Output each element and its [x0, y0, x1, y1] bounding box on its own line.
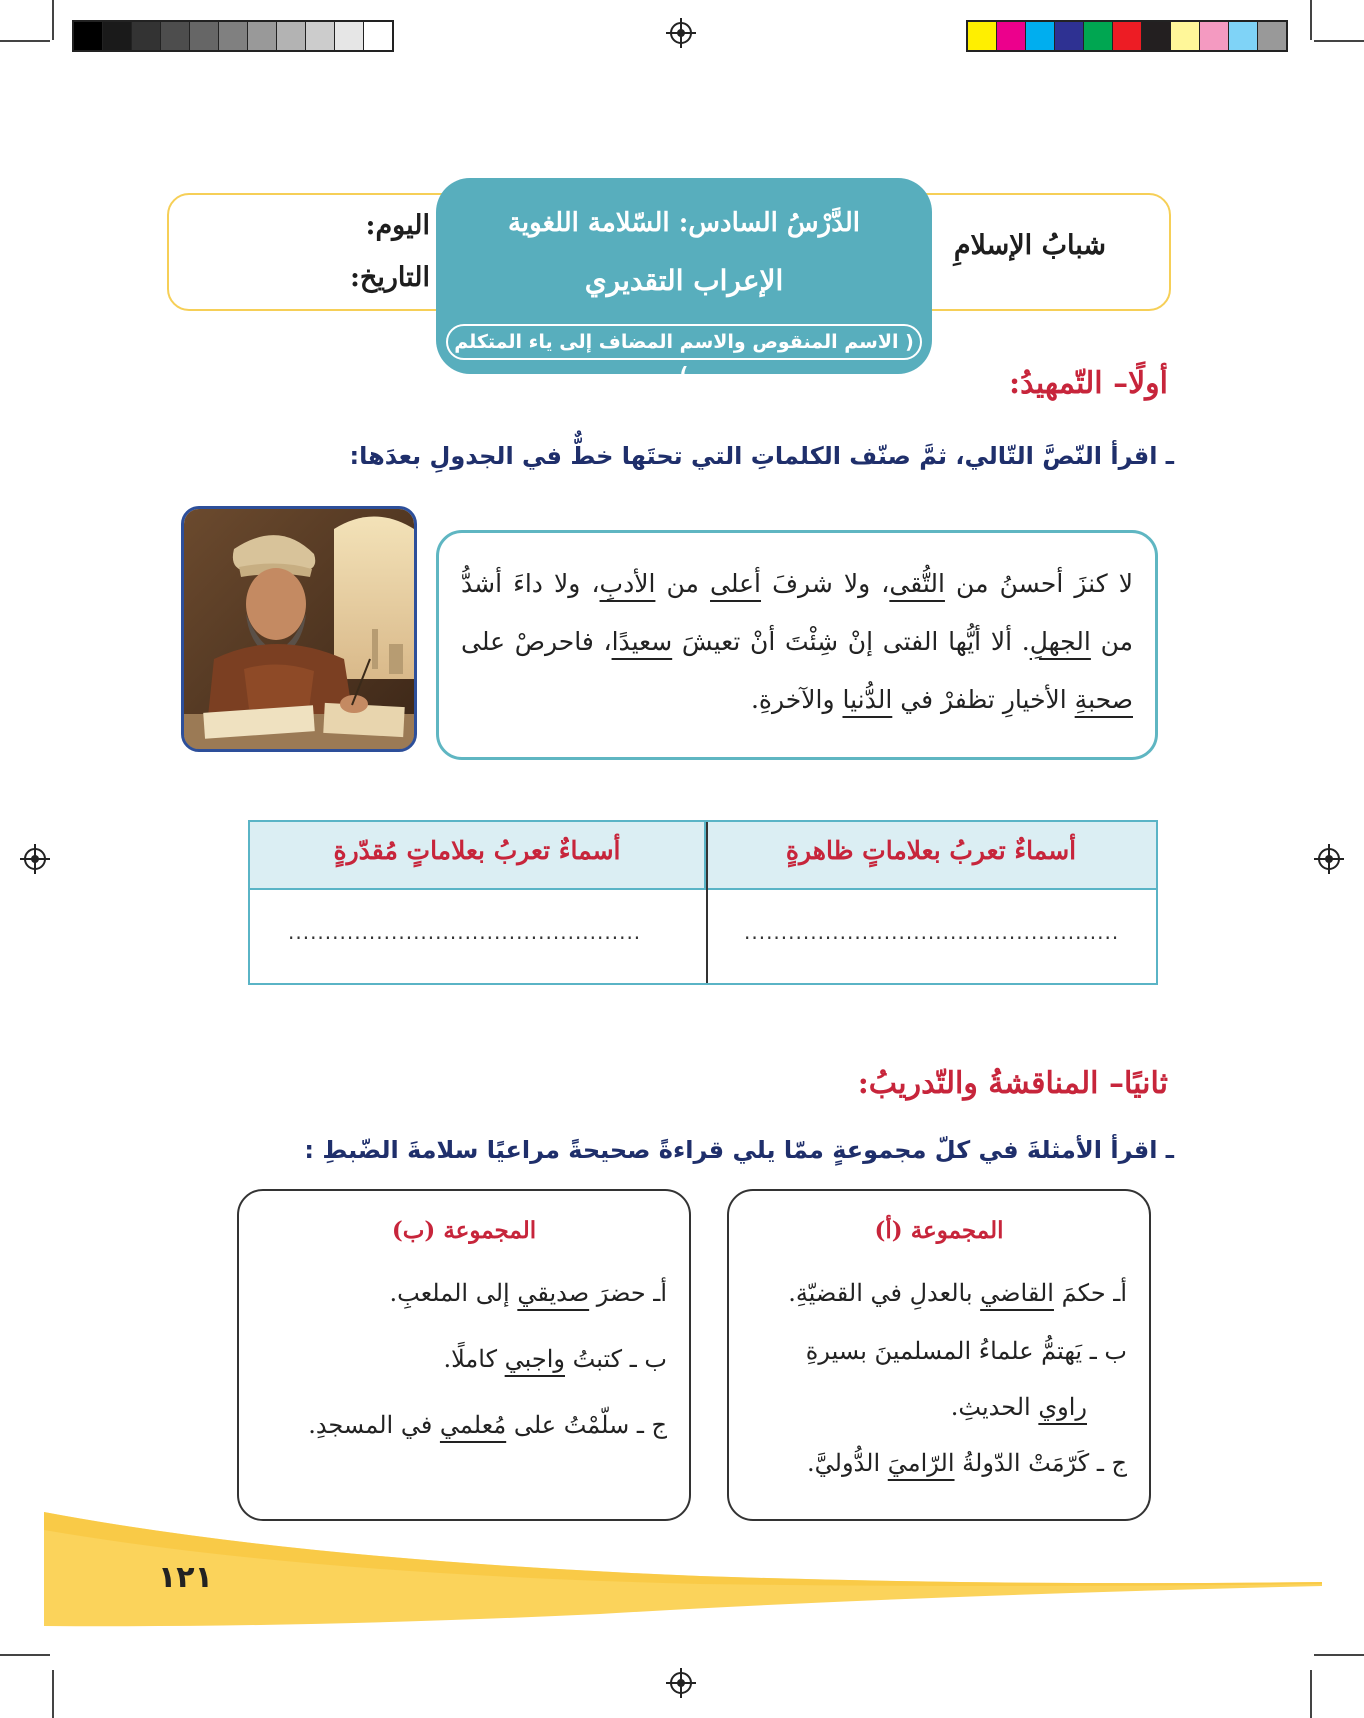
passage-text: الأخيارِ تظفرْ في	[892, 685, 1075, 714]
table-divider	[706, 822, 708, 983]
underlined-word: مُعلمي	[439, 1411, 507, 1439]
example-text: ب ـ كتبتُ	[565, 1345, 667, 1373]
underlined-word: صحبةِ	[1074, 685, 1133, 714]
example-text: أـ حكمَ	[1053, 1279, 1127, 1307]
example-text: في المسجدِ.	[308, 1411, 440, 1439]
group-a-example-2-cont	[743, 1393, 1087, 1421]
underlined-word: أعلى	[710, 569, 762, 598]
group-a-title: المجموعة (أ)	[874, 1217, 1004, 1244]
section-title-intro: أولًا– التّمهيدُ:	[1009, 366, 1168, 401]
group-a-example-3	[743, 1449, 1127, 1477]
day-label: اليوم:	[365, 210, 430, 241]
example-text: ج ـ سلّمْتُ على	[506, 1411, 667, 1439]
underlined-word: سعيدًا	[611, 627, 673, 656]
instruction-intro: ـ اقرأ النّصَّ التّالي، ثمَّ صنّف الكلماتِ التي تحتَها خطٌّ في الجدولِ بعدَها:	[349, 442, 1174, 470]
group-a-example-2: ب ـ يَهتمُّ علماءُ المسلمينَ بسيرةِ	[805, 1337, 1127, 1365]
example-text: ج ـ كَرّمَتْ الدّولةُ	[954, 1449, 1127, 1477]
example-text: بالعدلِ في القضيّةِ.	[788, 1279, 981, 1307]
passage-text: لا كنزَ أحسنُ من	[944, 569, 1133, 598]
registration-mark	[670, 22, 692, 44]
group-b-box	[237, 1189, 691, 1521]
example-text: الحديثِ.	[950, 1393, 1039, 1421]
lesson-topic: الإعراب التقديري	[584, 264, 784, 297]
crop-mark	[0, 1654, 50, 1656]
scholar-writing-image	[184, 509, 417, 752]
underlined-word: الدُّنيا	[842, 685, 893, 714]
example-text: كاملًا.	[443, 1345, 505, 1373]
crop-mark	[52, 1670, 54, 1718]
crop-mark	[0, 40, 50, 42]
group-a-example-1	[743, 1279, 1127, 1307]
scholar-illustration	[181, 506, 417, 752]
passage-text: والآخرةِ.	[750, 685, 843, 714]
crop-mark	[1314, 40, 1364, 42]
table-header-cell	[250, 822, 706, 890]
answer-blank-visible[interactable]: ...................................................	[744, 920, 1120, 944]
underlined-word: الرّاميَ	[887, 1449, 955, 1477]
reading-passage-box	[436, 530, 1158, 760]
example-text: إلى الملعبِ.	[389, 1279, 518, 1307]
underlined-word: الجهلِ	[1029, 627, 1091, 656]
classification-table	[248, 820, 1158, 985]
lesson-title-badge	[436, 178, 932, 385]
passage-text: من	[655, 569, 711, 598]
cmyk-color-bar	[966, 20, 1288, 52]
lesson-subtopic: ( الاسم المنقوص والاسم المضاف إلى ياء المتكلم )	[446, 324, 922, 360]
column-header-visible: أسماءٌ تعربُ بعلاماتٍ ظاهرةٍ	[785, 836, 1077, 865]
registration-mark	[1318, 848, 1340, 870]
group-a-box	[727, 1189, 1151, 1521]
page-number: ١٢١	[158, 1560, 213, 1595]
example-text: أـ حضرَ	[589, 1279, 667, 1307]
group-b-example-3	[253, 1411, 667, 1439]
table-header-cell	[706, 822, 1156, 890]
underlined-word: واجبي	[504, 1345, 565, 1373]
crop-mark	[1310, 1670, 1312, 1718]
underlined-word: راوي	[1038, 1393, 1087, 1421]
crop-mark	[1310, 0, 1312, 40]
passage-text: ، ولا شرفَ	[761, 569, 890, 598]
group-b-title: المجموعة (ب)	[391, 1217, 537, 1244]
underlined-word: القاضي	[980, 1279, 1054, 1307]
passage-text: ، ولا داءَ أشدُّ من	[461, 569, 1134, 656]
crop-mark	[52, 0, 54, 40]
answer-blank-estimated[interactable]: ................................................	[288, 920, 642, 944]
underlined-word: صديقي	[517, 1279, 590, 1307]
underlined-word: الأدبِ	[599, 569, 656, 598]
instruction-practice: ـ اقرأ الأمثلةَ في كلّ مجموعةٍ ممّا يلي قراءةً صحيحةً مراعيًا سلامةَ الضّبطِ :	[304, 1136, 1174, 1164]
reading-passage	[461, 555, 1133, 729]
group-b-example-1	[253, 1279, 667, 1307]
example-text: الدُّوليَّ.	[807, 1449, 888, 1477]
lesson-title: الدَّرْسُ السادس: السّلامة اللغوية	[507, 208, 861, 238]
group-b-example-2	[253, 1345, 667, 1373]
grayscale-color-bar	[72, 20, 394, 52]
date-label: التاريخ:	[349, 262, 430, 293]
section-title-practice: ثانيًا– المناقشةُ والتّدريبُ:	[857, 1066, 1168, 1101]
registration-mark	[670, 1672, 692, 1694]
passage-text: . ألا أيُّها الفتى إنْ شِئْتَ أنْ تعيشَ	[672, 627, 1030, 656]
passage-text: ، فاحرصْ على	[461, 627, 612, 656]
column-header-estimated: أسماءٌ تعربُ بعلاماتٍ مُقدّرةٍ	[333, 836, 621, 865]
underlined-word: التُّقى	[889, 569, 945, 598]
unit-name: شبابُ الإسلامِ	[953, 230, 1106, 261]
registration-mark	[24, 848, 46, 870]
crop-mark	[1314, 1654, 1364, 1656]
